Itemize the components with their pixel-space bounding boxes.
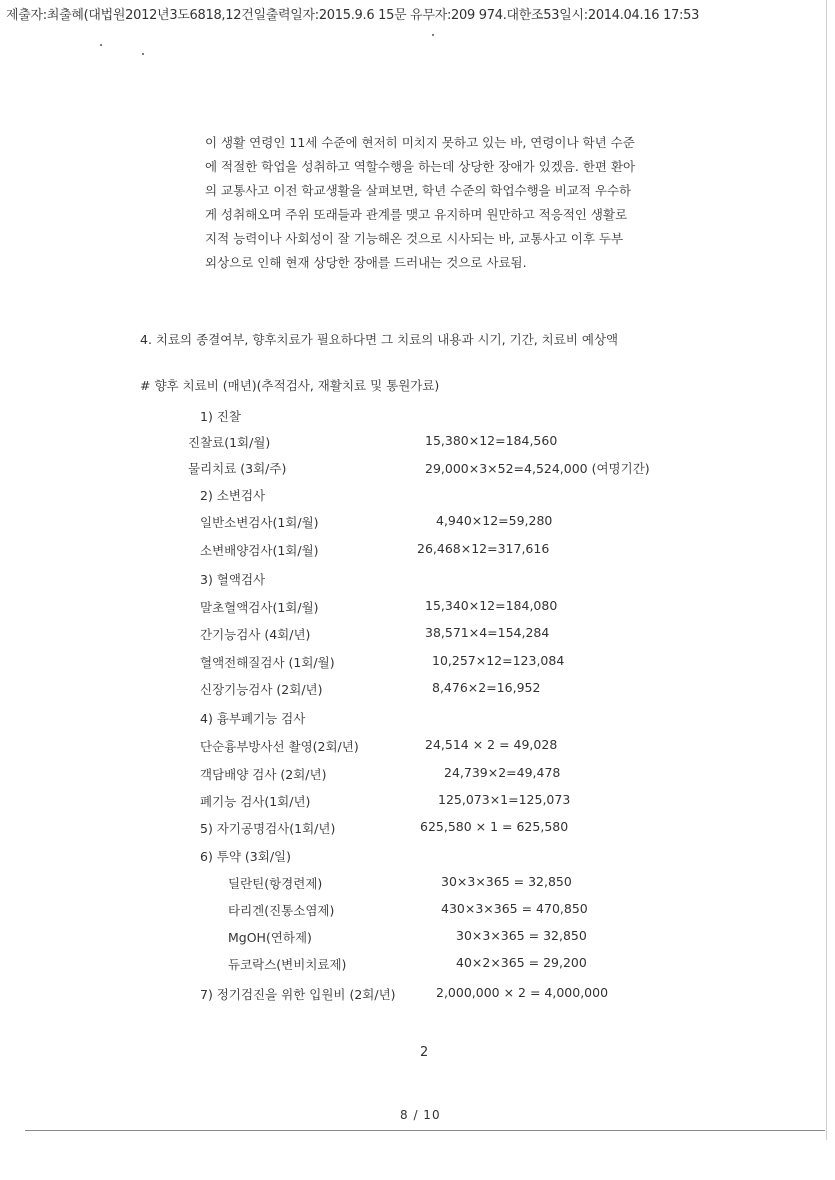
group-heading: 5) 자기공명검사(1회/년): [200, 821, 336, 836]
item-calc: 625,580 × 1 = 625,580: [420, 819, 569, 834]
item-label: 신장기능검사 (2회/년): [200, 682, 323, 697]
future-cost-title: # 향후 치료비 (매년)(추적검사, 재활치료 및 통원가료): [140, 378, 440, 393]
item-calc: 125,073×1=125,073: [438, 792, 571, 807]
item-calc: 2,000,000 × 2 = 4,000,000: [436, 985, 609, 1000]
fax-header: 제출자:최출혜(대법원2012년3도6818,12건일출력일자:2015.9.6 15문 유무자:209 974.대한조53일시:2014.04.16 17:53: [6, 8, 700, 23]
scan-speck: [432, 34, 434, 36]
group-heading: 6) 투약 (3회/일): [200, 849, 291, 864]
paragraph-line: 외상으로 인해 현재 상당한 장애를 드러내는 것으로 사료됨.: [205, 255, 527, 270]
item-calc: 4,940×12=59,280: [436, 513, 553, 528]
group-heading: 4) 흉부폐기능 검사: [200, 711, 306, 726]
paragraph-line: 게 성취해오며 주위 또래들과 관계를 맺고 유지하며 원만하고 적응적인 생활로: [205, 207, 628, 222]
paragraph-line: 에 적절한 학업을 성취하고 역할수행을 하는데 상당한 장애가 있겠음. 한편 환아: [205, 159, 636, 174]
drug-label: MgOH(연하제): [228, 930, 312, 945]
scan-speck: [100, 44, 102, 46]
item-label: 말초혈액검사(1회/월): [200, 600, 319, 615]
item-label: 혈액전해질검사 (1회/월): [200, 655, 335, 670]
item-calc: 8,476×2=16,952: [432, 680, 541, 695]
section-4-heading: 4. 치료의 종결여부, 향후치료가 필요하다면 그 치료의 내용과 시기, 기간, 치료비 예상액: [140, 332, 619, 347]
item-calc: 24,739×2=49,478: [444, 765, 561, 780]
drug-label: 듀코락스(변비치료제): [228, 957, 347, 972]
scan-edge: [826, 0, 827, 1140]
item-label: 물리치료 (3회/주): [188, 461, 287, 476]
item-calc: 15,380×12=184,560: [425, 433, 558, 448]
scan-speck: [142, 53, 144, 55]
drug-calc: 430×3×365 = 470,850: [441, 901, 588, 916]
item-label: 폐기능 검사(1회/년): [200, 794, 311, 809]
item-label: 간기능검사 (4회/년): [200, 627, 311, 642]
drug-label: 딜란틴(항경련제): [228, 876, 323, 891]
drug-calc: 40×2×365 = 29,200: [456, 955, 587, 970]
item-label: 일반소변검사(1회/월): [200, 515, 319, 530]
drug-calc: 30×3×365 = 32,850: [441, 874, 572, 889]
item-label: 소변배양검사(1회/월): [200, 543, 319, 558]
group-heading: 7) 정기검진을 위한 입원비 (2회/년): [200, 987, 396, 1002]
bottom-divider: [25, 1130, 825, 1131]
item-calc: 24,514 × 2 = 49,028: [425, 737, 558, 752]
drug-calc: 30×3×365 = 32,850: [456, 928, 587, 943]
item-label: 단순흉부방사선 촬영(2회/년): [200, 739, 359, 754]
drug-label: 타리겐(진통소염제): [228, 903, 335, 918]
assessment-paragraph: [205, 131, 680, 275]
paragraph-line: 지적 능력이나 사회성이 잘 기능해온 것으로 시사되는 바, 교통사고 이후 두부: [205, 231, 624, 246]
group-heading: 1) 진찰: [200, 409, 241, 424]
item-calc: 26,468×12=317,616: [417, 541, 550, 556]
group-heading: 3) 혈액검사: [200, 572, 266, 587]
item-calc: 38,571×4=154,284: [425, 625, 550, 640]
item-calc: 29,000×3×52=4,524,000 (여명기간): [425, 461, 650, 476]
page-number: 2: [420, 1045, 429, 1060]
item-label: 진찰료(1회/월): [188, 435, 271, 450]
item-label: 객담배양 검사 (2회/년): [200, 767, 327, 782]
item-calc: 10,257×12=123,084: [432, 653, 565, 668]
paragraph-line: 의 교통사고 이전 학교생활을 살펴보면, 학년 수준의 학업수행을 비교적 우수하: [205, 183, 632, 198]
paragraph-line: 이 생활 연령인 11세 수준에 현저히 미치지 못하고 있는 바, 연령이나 학년 수준: [205, 135, 635, 150]
page-counter: 8 / 10: [400, 1108, 441, 1122]
item-calc: 15,340×12=184,080: [425, 598, 558, 613]
group-heading: 2) 소변검사: [200, 488, 266, 503]
